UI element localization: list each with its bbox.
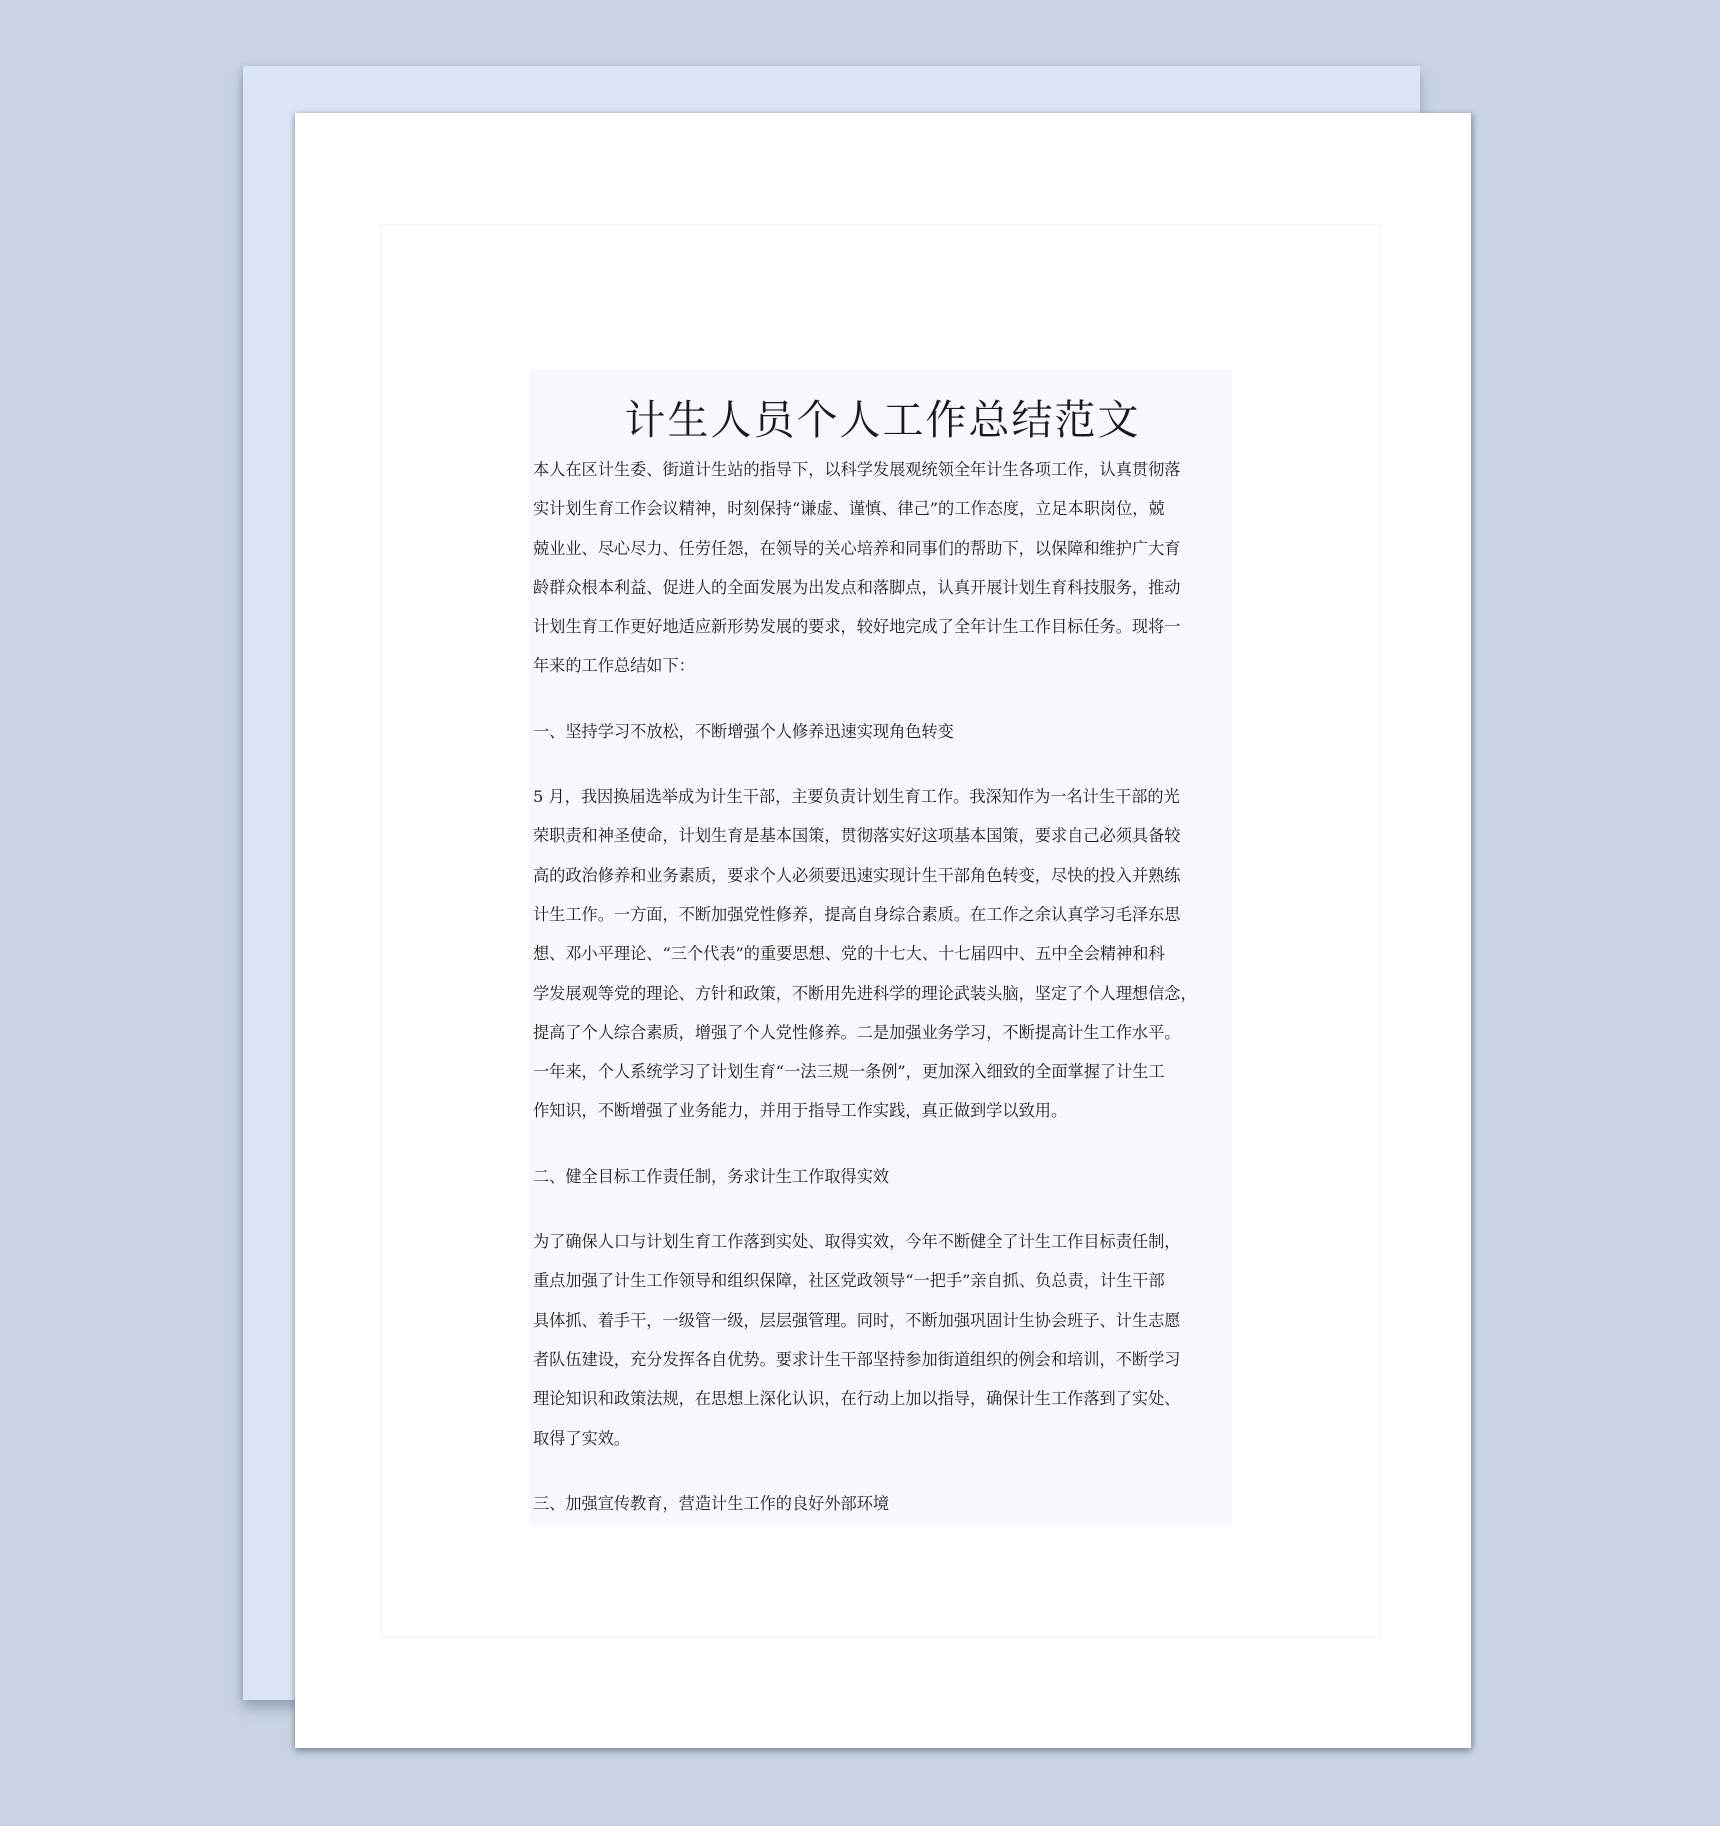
text-line: 者队伍建设，充分发挥各自优势。要求计生干部坚持参加街道组织的例会和培训，不断学习 xyxy=(533,1349,1181,1369)
section-heading-1: 一、坚持学习不放松，不断增强个人修养迅速实现角色转变 xyxy=(533,721,954,741)
text-line: 龄群众根本利益、促进人的全面发展为出发点和落脚点，认真开展计划生育科技服务，推动 xyxy=(533,577,1181,597)
text-line: 兢业业、尽心尽力、任劳任怨，在领导的关心培养和同事们的帮助下，以保障和维护广大育 xyxy=(533,538,1181,558)
text-line: 本人在区计生委、街道计生站的指导下，以科学发展观统领全年计生各项工作，认真贯彻落 xyxy=(533,460,1181,479)
text-line: 年来的工作总结如下： xyxy=(533,656,695,676)
document-title: 计生人员个人工作总结范文 xyxy=(624,396,1141,444)
text-line: 计生工作。一方面，不断加强党性修养，提高自身综合素质。在工作之余认真学习毛泽东思 xyxy=(533,904,1181,924)
text-line: 想、邓小平理论、“三个代表”的重要思想、党的十七大、十七届四中、五中全会精神和科 xyxy=(533,944,1165,964)
document-content xyxy=(530,370,1232,1525)
text-line: 重点加强了计生工作领导和组织保障，社区党政领导“一把手”亲自抓、负总责，计生干部 xyxy=(533,1271,1165,1291)
text-line: 作知识，不断增强了业务能力，并用于指导工作实践，真正做到学以致用。 xyxy=(533,1101,1068,1121)
text-line: 荣职责和神圣使命，计划生育是基本国策，贯彻落实好这项基本国策，要求自己必须具备较 xyxy=(533,826,1181,846)
section-1-paragraph xyxy=(533,777,1232,1131)
section-2-paragraph xyxy=(533,1222,1232,1458)
text-line: 具体抓、着手干，一级管一级，层层强管理。同时，不断加强巩固计生协会班子、计生志愿 xyxy=(533,1310,1181,1330)
text-line: 计划生育工作更好地适应新形势发展的要求，较好地完成了全年计生工作目标任务。现将一 xyxy=(533,617,1181,637)
text-line: 取得了实效。 xyxy=(533,1428,631,1448)
text-line: 一年来，个人系统学习了计划生育“一法三规一条例”，更加深入细致的全面掌握了计生工 xyxy=(533,1062,1165,1082)
text-line: 实计划生育工作会议精神，时刻保持“谦虚、谨慎、律己”的工作态度，立足本职岗位，兢 xyxy=(533,499,1165,519)
section-heading-3: 三、加强宣传教育，营造计生工作的良好外部环境 xyxy=(533,1493,890,1513)
text-line: 学发展观等党的理论、方针和政策，不断用先进科学的理论武装头脑，坚定了个人理想信念， xyxy=(533,983,1197,1003)
text-line: 5 月，我因换届选举成为计生干部，主要负责计划生育工作。我深知作为一名计生干部的光 xyxy=(533,787,1180,807)
text-line: 理论知识和政策法规，在思想上深化认识，在行动上加以指导，确保计生工作落到了实处、 xyxy=(533,1389,1181,1409)
text-line: 高的政治修养和业务素质，要求个人必须要迅速实现计生干部角色转变，尽快的投入并熟练 xyxy=(533,865,1181,885)
text-line: 为了确保人口与计划生育工作落到实处、取得实效，今年不断健全了计生工作目标责任制， xyxy=(533,1232,1181,1252)
front-page-sheet xyxy=(295,113,1471,1748)
intro-paragraph xyxy=(533,450,1232,686)
text-line: 提高了个人综合素质，增强了个人党性修养。二是加强业务学习，不断提高计生工作水平。 xyxy=(533,1022,1181,1042)
section-heading-2: 二、健全目标工作责任制，务求计生工作取得实效 xyxy=(533,1166,890,1186)
